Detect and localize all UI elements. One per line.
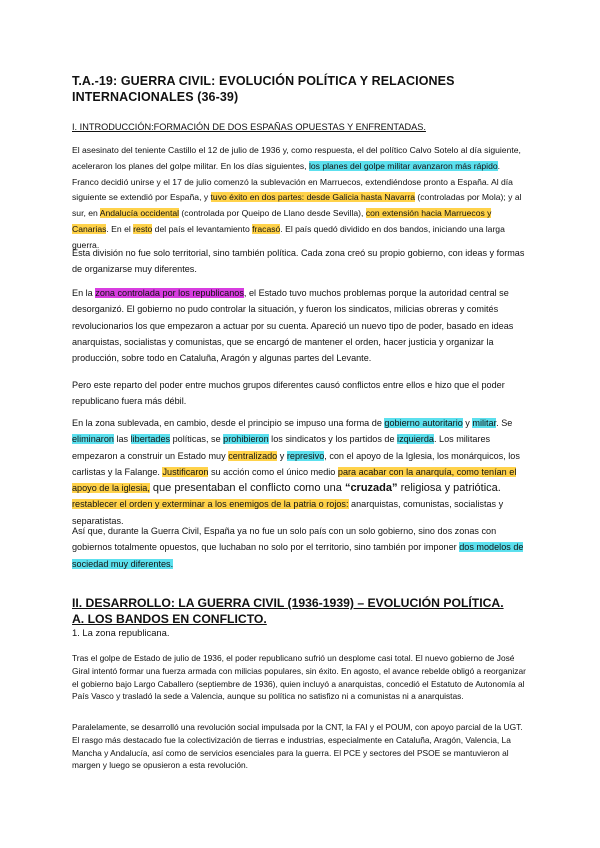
subsection-heading: 1. La zona republicana. <box>72 627 170 638</box>
text-run: . Se <box>496 418 513 428</box>
highlight-cyan: militar <box>472 418 497 428</box>
highlight-yellow: para acabar con la anarquía, como tenían el apoyo de la iglesia, <box>72 466 517 494</box>
highlight-yellow: fracasó <box>252 223 281 234</box>
highlight-yellow: con extensión hacia Marruecos y Canarias <box>72 208 492 234</box>
text-run: anarquistas, comunistas, socialistas y separatistas. <box>72 499 504 526</box>
text-run: (controladas por Mola); y al sur, en <box>72 192 522 219</box>
highlight-cyan: los planes del golpe militar avanzaron más rápido <box>308 160 498 171</box>
paragraph-8: Paralelamente, se desarrolló una revolución social impulsada por la CNT, la FAI y el POUM, con apoyo parcial de la UGT. El rasgo más destacado fue la colectivización de tierras e industrias, especialmente en Cataluña, Aragón, Valencia, La Mancha y Andalucía, así como de servicios esenciales para la guerra. El PCE y sectores del PSOE se mantuvieron al margen y luego se opusieron a esta revolución. <box>72 722 523 771</box>
paragraph-1 <box>72 143 528 254</box>
text-run: En la <box>72 288 96 298</box>
text-run: , el Estado tuvo muchos problemas porque la autoridad central se desorganizó. El gobierno no pudo controlar la situación, y fueron los sindicatos, milicias obreras y comités revolucionarios los que empezaron a actuar por su cuenta. Apareció un nuevo tipo de poder, basado en ideas anarquistas, socialistas y comunistas, que se encargó de mantener el orden, hacer justicia y organizar la producción, sobre todo en Cataluña, Aragón y algunas partes del Levante. <box>72 288 514 364</box>
text-run: Así que, durante la Guerra Civil, España ya no fue un solo país con un solo gobierno, sino dos zonas con gobiernos totalmente opuestos, que luchaban no solo por el territorio, sino también por imponer <box>72 526 497 553</box>
highlight-cyan: izquierda <box>397 434 434 445</box>
highlight-yellow: Justificaron <box>162 466 209 477</box>
page-title-line1: T.A.-19: GUERRA CIVIL: EVOLUCIÓN POLÍTICA Y RELACIONES <box>72 74 455 88</box>
highlight-yellow: tuvo éxito en dos partes: desde Galicia hasta Navarra <box>210 192 416 203</box>
text-run: del país el levantamiento <box>152 223 253 234</box>
text-run: los sindicatos y los partidos de <box>268 434 398 445</box>
text-run: . En el <box>106 223 134 234</box>
text-run: (controlada por Queipo de Llano desde Sevilla), <box>179 208 366 219</box>
section-heading-line1: II. DESARROLLO: LA GUERRA CIVIL (1936-1939) – EVOLUCIÓN POLÍTICA. <box>72 596 504 610</box>
paragraph-6 <box>72 523 528 572</box>
text-run: . El país quedó dividido en dos bandos, iniciando una larga guerra. <box>72 223 505 250</box>
highlight-cyan: eliminaron <box>72 434 114 445</box>
page-title-line2: INTERNACIONALES (36-39) <box>72 90 239 104</box>
text-run: las <box>113 434 131 445</box>
highlight-cyan: represivo <box>286 450 325 461</box>
highlight-cyan: dos modelos de sociedad muy diferentes. <box>72 542 524 569</box>
paragraph-4: Pero este reparto del poder entre muchos grupos diferentes causó conflictos entre ellos e hizo que el poder republicano fuera más débil. <box>72 380 505 407</box>
section-heading-introduction: I. INTRODUCCIÓN:FORMACIÓN DE DOS ESPAÑAS OPUESTAS Y ENFRENTADAS. <box>72 122 426 132</box>
highlight-yellow: resto <box>133 223 153 234</box>
highlight-cyan: gobierno autoritario <box>384 418 463 428</box>
text-run-large: que presentaban el conflicto como una <box>149 482 345 495</box>
highlight-cyan: prohibieron <box>223 434 269 445</box>
highlight-magenta: zona controlada por los republicanos <box>95 288 244 298</box>
text-run: En la zona sublevada, en cambio, desde el principio se impuso una forma de <box>72 418 385 428</box>
highlight-yellow: Andalucía occidental <box>99 208 180 219</box>
text-run: . Franco decidió unirse y el 17 de julio comenzó la sublevación en Marruecos, extendiéndose pronto a España. Al día siguiente se extendió por España, y <box>72 160 513 203</box>
paragraph-2: Esta división no fue solo territorial, sino también política. Cada zona creó su propio gobierno, con ideas y formas de organizarse muy diferentes. <box>72 248 525 275</box>
text-run: y <box>462 418 473 428</box>
section-heading-desarrollo <box>72 595 528 627</box>
page-title <box>72 73 528 105</box>
highlight-yellow: restablecer el orden y exterminar a los enemigos de la patria o rojos: <box>72 499 349 510</box>
bold-term-cruzada: “cruzada” <box>344 482 398 495</box>
paragraph-5 <box>72 415 528 529</box>
text-run: su acción como el único medio <box>208 466 338 477</box>
text-run: y <box>277 450 287 461</box>
paragraph-7: Tras el golpe de Estado de julio de 1936, el poder republicano sufrió un desplome casi total. El nuevo gobierno de José Giral intentó formar una fuerza armada con milicias populares, sin éxito. En agosto, el avance rebelde obligó a reorganizar el gobierno bajo Largo Caballero (septiembre de 1936), quien incluyó a anarquistas, concedió el Estatuto de Autonomía al País Vasco y trasladó la sede a Valencia, aunque su política no satisfizo ni a comunistas ni a anarquistas. <box>72 653 526 702</box>
paragraph-3 <box>72 285 528 366</box>
highlight-yellow: centralizado <box>228 450 278 461</box>
section-heading-line2: A. LOS BANDOS EN CONFLICTO. <box>72 612 267 626</box>
text-run: . Los militares empezaron a construir un Estado muy <box>72 434 491 461</box>
text-run: , con el apoyo de la Iglesia, los monárquicos, los carlistas y la Falange. <box>72 450 520 477</box>
highlight-cyan: libertades <box>130 434 171 445</box>
text-run-large: religiosa y patriótica. <box>397 482 501 495</box>
text-run: políticas, se <box>170 434 224 445</box>
text-run: El asesinato del teniente Castillo el 12 de julio de 1936 y, como respuesta, el del político Calvo Sotelo al día siguiente, aceleraron los planes del golpe militar. En los días siguientes, <box>72 145 521 171</box>
